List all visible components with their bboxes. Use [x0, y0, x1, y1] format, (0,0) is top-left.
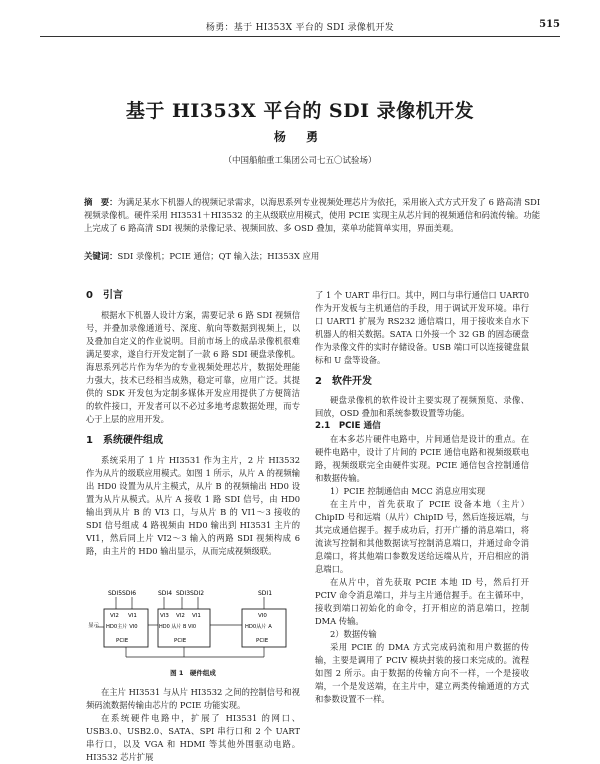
label-sdi5-sdi6: SDI5SDI6 [108, 590, 137, 597]
affiliation: （中国船舶重工集团公司七五〇试验场） [223, 156, 377, 166]
author-name: 杨 勇 [273, 130, 327, 144]
hardware-paragraph-3: 在系统硬件电路中，扩展了 HI3531 的网口、USB3.0、USB2.0、SATA、SPI 串行口和 2 个 UART 串行口，以及 VGA 和 HDMI 等其他外围驱动电路。HI3532 芯片扩展 [86, 713, 300, 762]
subsection-heading-pcie: 2.1 PCIE 通信 [315, 421, 381, 431]
header-rule [40, 36, 560, 37]
master-hd0: HD0主片 VI0 [106, 624, 138, 630]
running-title: 杨勇：基于 HI353X 平台的 SDI 录像机开发 [205, 23, 395, 33]
data-transfer-heading: 2）数据传输 [329, 629, 377, 639]
software-paragraph: 硬盘录像机的软件设计主要实现了视频预览、录像、回放，OSD 叠加和系统参数设置等功能。 [315, 395, 529, 418]
label-sdi1: SDI1 [258, 590, 273, 597]
left-column-top [86, 289, 300, 558]
master-vi1: VI1 [128, 613, 137, 619]
section-heading-software: 2 软件开发 [315, 376, 372, 387]
uart-paragraph: 了 1 个 UART 串行口。其中，网口与串行通信口 UART0 作为开发板与主机通信的手段，用于调试开发环境。串行口 UART1 扩展为 RS232 通信端口，用于接收来自水下机器人的相关数据。SATA 口外接一个 32 GB 的固态硬盘作为录像文件的实时存储设备。USB 端口可以连接键盘鼠标和 U 盘等设备。 [315, 290, 529, 365]
master-pcie: PCIE [116, 638, 129, 644]
pcie-control-paragraph-1: 在主片中，首先获取了 PCIE 设备本地（主片）ChipID 号和远端（从片）ChipID 号，然后连接远端，与其完成通信握手。握手成功后，打开广播的消息端口，将流读写控制和其他数据读写控制消息端口，并通过命令消息端口，将其他端口参数发送给远端从片，开启相应的消息端口。 [315, 499, 529, 574]
display-label: 显示 [88, 623, 100, 629]
slave-b-vi3: VI3 [160, 613, 169, 619]
slave-a-pcie: PCIE [256, 638, 269, 644]
keywords-text: SDI 录像机；PCIE 通信；QT 输入法；HI353X 应用 [117, 251, 320, 261]
hardware-block-diagram [86, 587, 300, 667]
paper-title: 基于 HI353X 平台的 SDI 录像机开发 [125, 100, 475, 122]
master-vi2: VI2 [110, 613, 119, 619]
slave-b-hd0: HD0 从片 B VI0 [159, 624, 197, 630]
input-arrows [116, 597, 264, 609]
label-sdi3-sdi2: SDI3SDI2 [176, 590, 205, 597]
pcie-control-paragraph-2: 在从片中，首先获取 PCIE 本地 ID 号，然后打开 PCIV 命令消息端口，并与主片通信握手。在主循环中，接收到端口初始化的命令，打开相应的消息端口，控制 DMA 传输。 [315, 577, 529, 626]
intro-paragraph: 根据水下机器人设计方案，需要记录 6 路 SDI 视频信号，并叠加录像通道号、深度、航向等数据到视频上，以及叠加自定义的作业说明。目前市场上的成品录像机很难满足要求，遂自行开发定制了一款 6 路 SDI 硬盘录像机。海思系列芯片作为华为的专业视频处理芯片，数据处理能力强大，技术已经相当成熟，稳定可靠，应用广泛。其提供的 SDK 开发包为定制多媒体开发应用提供了方便简洁的软件接口，开发者可以不必过多地考虑数据处理，而专心于上层的应用开发。 [86, 310, 300, 424]
slave-b-vi1: VI1 [192, 613, 201, 619]
hardware-paragraph-1: 系统采用了 1 片 HI3531 作为主片，2 片 HI3532 作为从片的级联应用模式。如图 1 所示，从片 A 的视频输出 HD0 设置为从片主模式，从片 B 的视频输出 HD0 设置为从片从模式。从片 A 接收 1 路 SDI 信号，由 HD0 输出到从片 B 的 VI3 口，与从片 B 的 VI1～3 接收的 SDI 信号组成 4 路视频由 HD0 输出到 HI3531 主片的 VI1，然后同上片 VI2～3 输入的两路 SDI 视频构成 6 路，由主片的 HD0 输出显示，从而完成视频级联。 [86, 455, 300, 556]
data-transfer-paragraph: 采用 PCIE 的 DMA 方式完成码流和用户数据的传输，主要是调用了 PCIV 模块封装的接口来完成的。流程如图 2 所示。由于数据的传输方向不一样，一个是接收端，一个是发送端，在主片中，建立两类传输通道的方式和参数设置不一样。 [315, 642, 529, 704]
section-heading-intro: 0 引言 [86, 290, 123, 301]
pcie-paragraph: 在本多芯片硬件电路中，片间通信是设计的重点。在硬件电路中，设计了片间的 PCIE 通信电路和视频级联电路，视频级联完全由硬件实现。PCIE 通信包含控制通信和数据传输。 [315, 434, 529, 483]
figure-hardware-diagram [86, 587, 300, 667]
section-heading-hardware: 1 系统硬件组成 [86, 435, 163, 446]
keywords [84, 250, 544, 263]
running-header [40, 18, 560, 34]
abstract-text: 为满足某水下机器人的视频记录需求，以海思系列专业视频处理芯片为依托，采用嵌入式方式开发了 6 路高清 SDI 视频录像机。硬件采用 HI3531＋HI3532 的主从级联应用模式，使用 PCIE 实现主从芯片间的视频通信和码流传输。功能上完成了 6 路高清 SDI 视频的录像记录、视频回放、多 OSD 叠加，菜单功能简单实用，界面美观。 [84, 197, 541, 234]
figure-caption: 图 1 硬件组成 [170, 669, 216, 677]
right-column [315, 289, 529, 706]
abstract [84, 196, 544, 236]
slave-b-pcie: PCIE [174, 638, 187, 644]
hardware-paragraph-2: 在主片 HI3531 与从片 HI3532 之间的控制信号和视频码流数据传输由芯片的 PCIE 功能实现。 [86, 687, 300, 710]
left-column-bottom [86, 686, 300, 764]
pcie-control-heading: 1）PCIE 控制通信由 MCC 消息应用实现 [329, 486, 486, 496]
abstract-label: 摘 要： [84, 197, 118, 207]
slave-a-hd0: HD0从片 A [245, 624, 272, 630]
slave-b-vi2: VI2 [176, 613, 185, 619]
page-number: 515 [539, 19, 560, 30]
slave-a-vi0: VI0 [258, 613, 267, 619]
label-sdi4: SDI4 [158, 590, 173, 597]
keywords-label: 关键词： [84, 251, 118, 261]
